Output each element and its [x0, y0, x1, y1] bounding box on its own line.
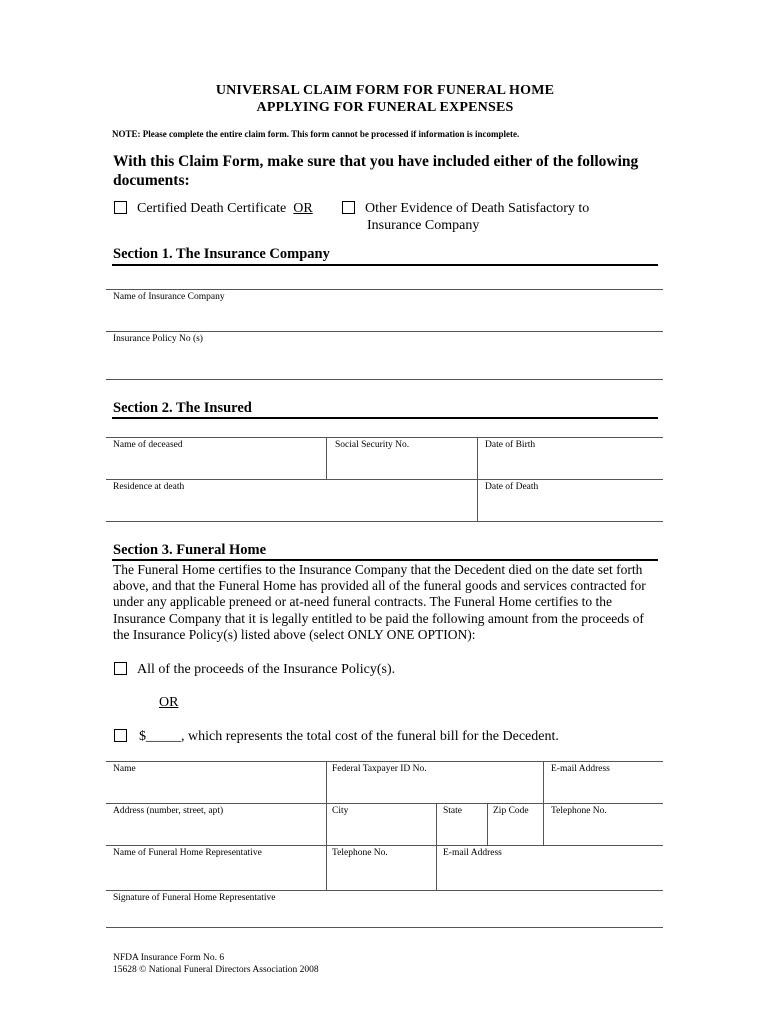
divider — [106, 289, 663, 290]
divider — [106, 927, 663, 928]
representative-email-label: E-mail Address — [443, 848, 502, 858]
other-evidence-label-line2: Insurance Company — [367, 218, 480, 233]
signature-field[interactable] — [106, 904, 663, 926]
signature-label: Signature of Funeral Home Representative — [113, 893, 276, 903]
form-title-line1: UNIVERSAL CLAIM FORM FOR FUNERAL HOME — [215, 83, 555, 98]
documents-or-label: OR — [293, 201, 313, 216]
insurance-policy-no-field[interactable] — [106, 345, 663, 378]
column-divider — [436, 803, 437, 890]
telephone-label: Telephone No. — [551, 806, 607, 816]
amount-option-label — [139, 728, 559, 745]
divider — [106, 479, 663, 480]
other-evidence-checkbox[interactable] — [342, 201, 355, 214]
insurance-company-name-field[interactable] — [106, 302, 663, 330]
amount-option-checkbox[interactable] — [114, 729, 127, 742]
section3-title: Section 3. Funeral Home — [113, 542, 267, 558]
all-proceeds-label: All of the proceeds of the Insurance Policy(s). — [137, 662, 396, 677]
form-number: NFDA Insurance Form No. 6 — [113, 953, 225, 963]
other-evidence-label-line1: Other Evidence of Death Satisfactory to — [365, 201, 590, 216]
funeral-home-email-label: E-mail Address — [551, 764, 610, 774]
form-title-line2: APPLYING FOR FUNERAL EXPENSES — [256, 100, 514, 115]
options-or-label: OR — [159, 695, 179, 710]
section1-title: Section 1. The Insurance Company — [113, 246, 330, 262]
date-of-death-label: Date of Death — [485, 482, 539, 492]
representative-name-label: Name of Funeral Home Representative — [113, 848, 262, 858]
residence-at-death-label: Residence at death — [113, 482, 185, 492]
documents-intro: With this Claim Form, make sure that you have included either of the following documents: — [113, 153, 639, 189]
date-of-birth-label: Date of Birth — [485, 440, 536, 450]
section2-title: Section 2. The Insured — [113, 400, 252, 416]
form-note: NOTE: Please complete the entire claim form. This form cannot be processed if information is incomplete. — [112, 129, 520, 139]
funeral-home-certification-text: The Funeral Home certifies to the Insurance Company that the Decedent died on the date set forth above, and that the Funeral Home has provided all of the funeral goods and services contracted for under any applicable preneed or at-need funeral contracts. The Funeral Home certifies to the Insurance Company that it is legally entitled to be paid the following amount from the proceeds of the Insurance Policy(s) listed above (select ONLY ONE OPTION): — [113, 562, 646, 642]
column-divider — [326, 437, 327, 479]
deceased-name-label: Name of deceased — [113, 440, 183, 450]
amount-blank[interactable]: _____ — [146, 729, 181, 744]
city-label: City — [332, 806, 349, 816]
representative-telephone-label: Telephone No. — [332, 848, 388, 858]
section2-rule — [112, 417, 658, 419]
certified-death-certificate-label: Certified Death Certificate OR — [137, 201, 313, 216]
taxpayer-id-label: Federal Taxpayer ID No. — [332, 764, 427, 774]
divider — [106, 890, 663, 891]
divider — [106, 845, 663, 846]
divider — [106, 521, 663, 522]
amount-option-text: , which represents the total cost of the funeral bill for the Decedent. — [181, 729, 559, 744]
state-label: State — [443, 806, 462, 816]
column-divider — [326, 761, 327, 890]
insurance-policy-no-label: Insurance Policy No (s) — [113, 334, 203, 344]
dollar-sign: $ — [139, 729, 146, 744]
funeral-home-name-label: Name — [113, 764, 136, 774]
all-proceeds-checkbox[interactable] — [114, 662, 127, 675]
divider — [106, 331, 663, 332]
divider — [106, 379, 663, 380]
divider — [106, 761, 663, 762]
divider — [106, 803, 663, 804]
column-divider — [487, 803, 488, 845]
section3-rule — [112, 559, 658, 561]
zip-code-label: Zip Code — [493, 806, 529, 816]
divider — [106, 437, 663, 438]
section1-rule — [112, 264, 658, 266]
ssn-label: Social Security No. — [335, 440, 410, 450]
certified-death-certificate-checkbox[interactable] — [114, 201, 127, 214]
copyright: 15628 © National Funeral Directors Association 2008 — [113, 965, 319, 975]
insurance-company-name-label: Name of Insurance Company — [113, 292, 225, 302]
address-label: Address (number, street, apt) — [113, 806, 224, 816]
